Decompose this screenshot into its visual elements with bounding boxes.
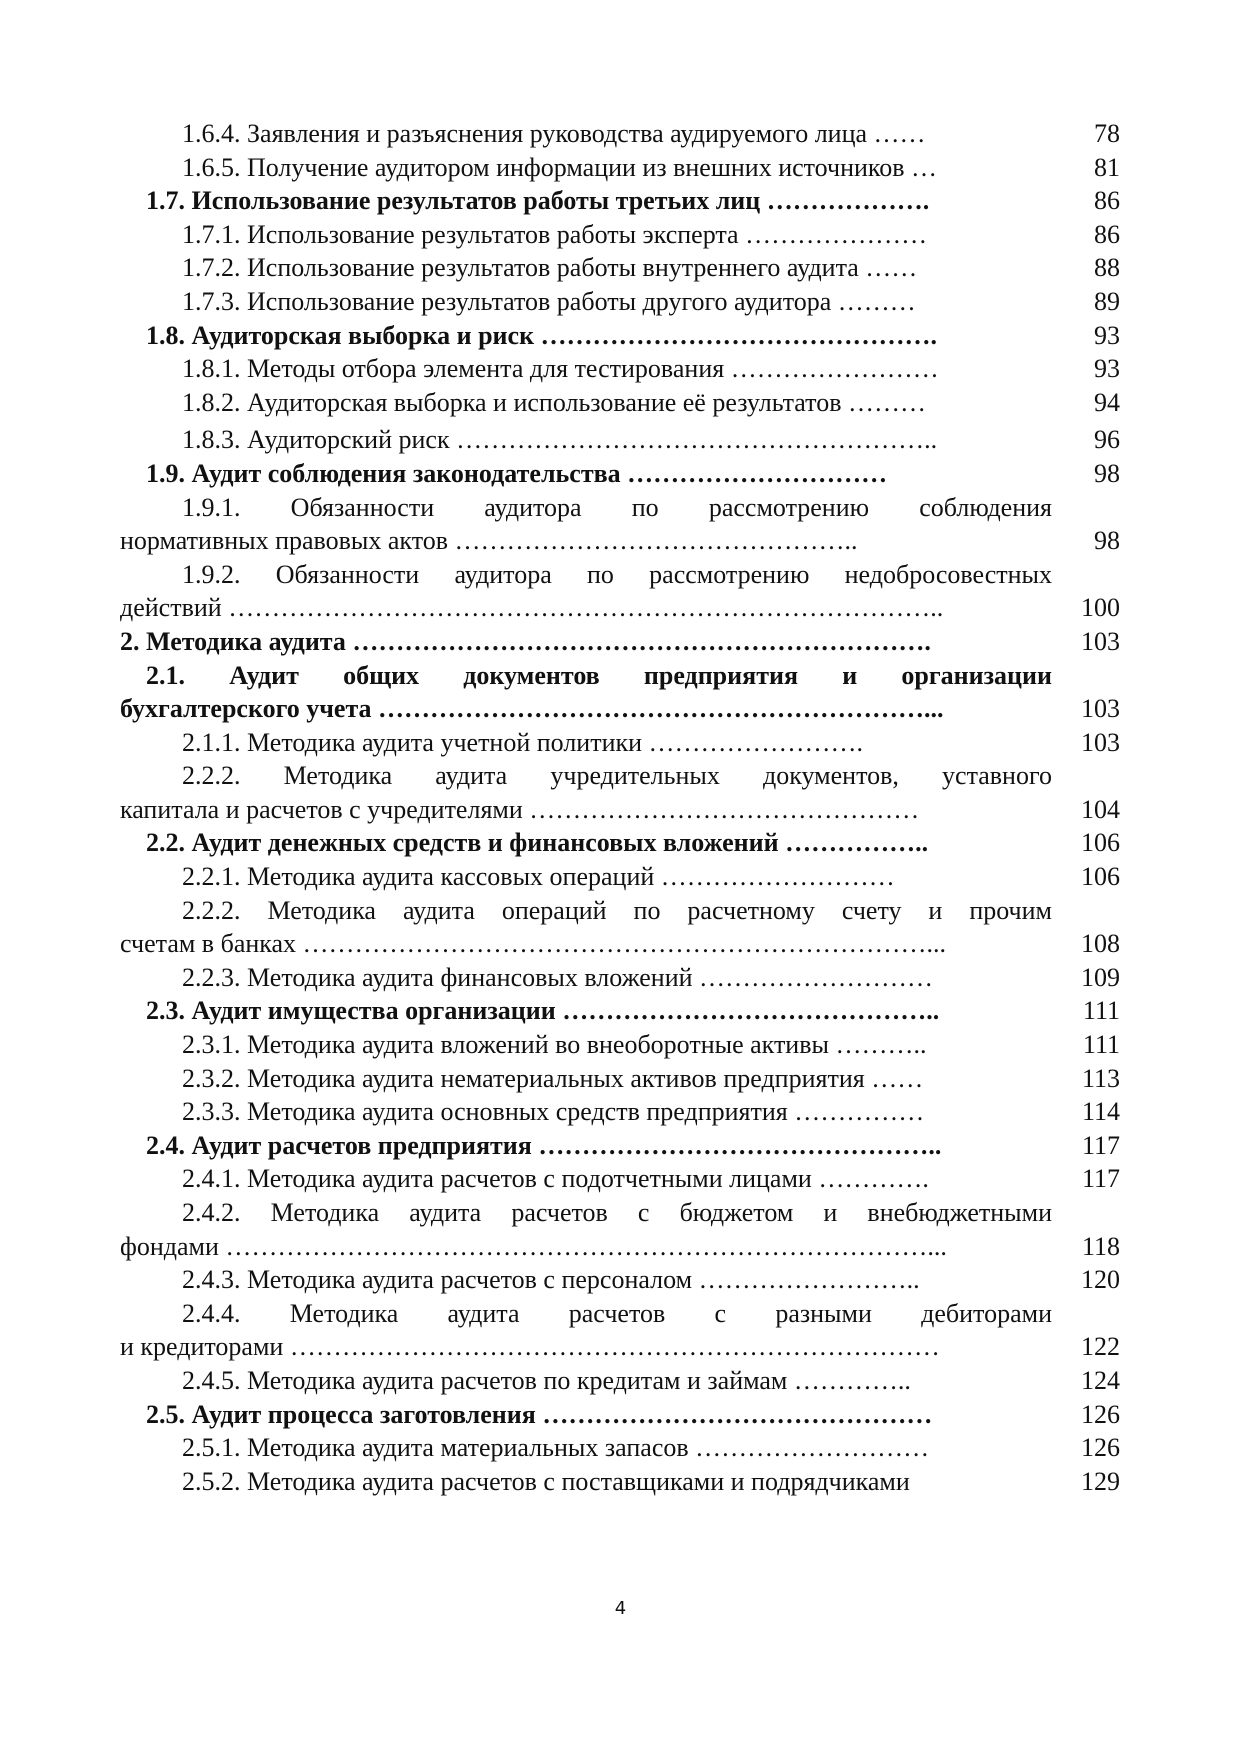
toc-subsection-entry [120,1465,1120,1499]
toc-entry-title: 1.7.1. Использование результатов работы эксперта ………………… [182,219,928,249]
toc-entry-title: 2.2.1. Методика аудита кассовых операций ……………………… [182,862,895,892]
toc-page-number: 114 [1081,1097,1120,1127]
toc-entry-title: 1.8.3. Аудиторский риск ……………………………………………….. [182,425,938,455]
toc-entry-title: 2.2. Аудит денежных средств и финансовых вложений …………….. [146,828,929,858]
toc-entry-title: 2.5. Аудит процесса заготовления ……………………………………… [146,1399,933,1429]
toc-page-number: 98 [1094,458,1120,488]
toc-subsection-entry [120,1297,1120,1364]
toc-entry-title: 2.4.1. Методика аудита расчетов с подотчетными лицами …………. [182,1164,929,1194]
toc-section-entry [120,1398,1120,1432]
toc-subsection-entry [120,961,1120,995]
toc-page-number: 106 [1081,828,1120,858]
toc-subsection-entry [120,726,1120,760]
toc-page-number: 103 [1081,626,1120,656]
toc-subsection-entry [120,1095,1120,1129]
toc-entry-title: 2.1. Аудит общих документов предприятия и организации [146,660,1052,690]
toc-subsection-entry [120,759,1120,826]
toc-page-number: 126 [1081,1399,1120,1429]
toc-entry-title: 2.4.5. Методика аудита расчетов по кредитам и займам ………….. [182,1365,911,1395]
toc-page-number: 118 [1081,1231,1120,1261]
toc-page-number: 81 [1094,152,1120,182]
toc-entry-title: 1.9.2. Обязанности аудитора по рассмотрению недобросовестных [182,559,1052,589]
toc-entry-title: 1.7.3. Использование результатов работы другого аудитора ……… [182,286,916,316]
toc-entry-title: 2.2.3. Методика аудита финансовых вложений ……………………… [182,962,934,992]
toc-entry-title: 2.2.2. Методика аудита учредительных документов, уставного [182,761,1052,791]
toc-page-number: 117 [1081,1164,1120,1194]
toc-subsection-entry [120,117,1120,151]
toc-section-entry [120,184,1120,218]
toc-entry-title-continuation: и кредиторами ………………………………………………………………… [120,1332,940,1362]
toc-page-number: 93 [1094,354,1120,384]
toc-section-entry [120,457,1120,491]
toc-subsection-entry [120,1431,1120,1465]
toc-page-number: 98 [1094,526,1120,556]
toc-section-entry [120,826,1120,860]
toc-subsection-entry [120,491,1120,558]
toc-page-number: 129 [1081,1466,1120,1496]
toc-page-number: 86 [1094,219,1120,249]
toc-entry-title-continuation: фондами ………………………………………………………………………... [120,1231,947,1261]
toc-subsection-entry [120,1062,1120,1096]
toc-entry-title-continuation: действий ……………………………………………………………………….. [120,593,944,623]
toc-entry-title: 2.4. Аудит расчетов предприятия ……………………………………….. [146,1130,942,1160]
toc-subsection-entry [120,1162,1120,1196]
toc-subsection-entry [120,558,1120,625]
toc-entry-title: 2.4.2. Методика аудита расчетов с бюджетом и внебюджетными [182,1198,1052,1227]
toc-page-number: 108 [1081,929,1120,959]
toc-page-number: 96 [1094,425,1120,455]
toc-page-number: 89 [1094,286,1120,316]
toc-page-number: 106 [1081,862,1120,892]
toc-section-entry [120,994,1120,1028]
toc-entry-title: 1.7.2. Использование результатов работы внутреннего аудита …… [182,253,918,283]
toc-entry-title: 2.4.3. Методика аудита расчетов с персоналом …………………….. [182,1265,920,1295]
toc-page-number: 122 [1081,1332,1120,1362]
toc-page-number: 113 [1081,1063,1120,1093]
toc-subsection-entry [120,423,1120,457]
table-of-contents [120,117,1120,1498]
toc-entry-title: 1.6.5. Получение аудитором информации из внешних источников … [182,152,937,182]
toc-subsection-entry [120,894,1120,961]
toc-page-number: 109 [1081,962,1120,992]
toc-entry-title: 2.3.1. Методика аудита вложений во внеоборотные активы ……….. [182,1030,927,1060]
toc-entry-title: 2.5.2. Методика аудита расчетов с поставщиками и подрядчиками [182,1466,910,1496]
toc-page-number: 117 [1081,1130,1120,1160]
toc-page-number: 104 [1081,794,1120,824]
toc-page-number: 126 [1081,1433,1120,1463]
toc-page-number: 111 [1082,1030,1120,1060]
toc-subsection-entry [120,285,1120,319]
toc-entry-title: 1.8.2. Аудиторская выборка и использование её результатов ……… [182,387,926,417]
toc-page-number: 103 [1081,727,1120,757]
toc-entry-title: 2.3.2. Методика аудита нематериальных активов предприятия …… [182,1063,924,1093]
toc-subsection-entry [120,251,1120,285]
toc-entry-title: 2.3.3. Методика аудита основных средств предприятия …………… [182,1097,925,1127]
toc-section-entry [120,319,1120,353]
toc-entry-title: 1.8.1. Методы отбора элемента для тестирования …………………… [182,354,939,384]
toc-entry-title-continuation: бухгалтерского учета ………………………………………………………... [120,694,944,724]
toc-entry-title: 2.3. Аудит имущества организации …………………………………….. [146,996,940,1026]
toc-page-number: 120 [1081,1265,1120,1295]
toc-entry-title: 1.9. Аудит соблюдения законодательства ………………………… [146,458,888,488]
toc-page-number: 124 [1081,1365,1120,1395]
toc-entry-title: 2.1.1. Методика аудита учетной политики ……………………. [182,727,864,757]
toc-page-number: 100 [1081,593,1120,623]
toc-entry-title-continuation: счетам в банках ………………………………………………………………... [120,929,947,959]
toc-subsection-entry [120,151,1120,185]
toc-section-entry [120,625,1120,659]
toc-page-number: 103 [1081,694,1120,724]
toc-entry-title: 1.6.4. Заявления и разъяснения руководства аудируемого лица …… [182,119,926,148]
toc-entry-title: 2.2.2. Методика аудита операций по расчетному счету и прочим [182,895,1052,925]
toc-subsection-entry [120,218,1120,252]
toc-subsection-entry [120,1196,1120,1263]
toc-entry-title-continuation: нормативных правовых актов ……………………………………….. [120,526,858,556]
toc-section-entry [120,1129,1120,1163]
toc-entry-title: 2.5.1. Методика аудита материальных запасов ……………………… [182,1433,930,1463]
toc-page-number: 111 [1082,996,1120,1026]
toc-page-number: 93 [1094,320,1120,350]
toc-entry-title: 1.8. Аудиторская выборка и риск ………………………………………. [146,320,938,350]
toc-section-entry [120,659,1120,726]
toc-entry-title: 1.9.1. Обязанности аудитора по рассмотрению соблюдения [182,492,1052,522]
toc-page-number: 94 [1094,387,1120,417]
toc-entry-title-continuation: капитала и расчетов с учредителями ……………………………………… [120,794,920,824]
toc-subsection-entry [120,352,1120,386]
toc-subsection-entry [120,1263,1120,1297]
page-footer-number: 4 [614,1598,627,1619]
toc-page-number: 88 [1094,253,1120,283]
toc-subsection-entry [120,386,1120,420]
toc-subsection-entry [120,1364,1120,1398]
toc-entry-title: 1.7. Использование результатов работы третьих лиц ………………. [146,186,930,216]
toc-entry-title: 2. Методика аудита …………………………………………………………. [120,626,931,656]
toc-subsection-entry [120,1028,1120,1062]
toc-subsection-entry [120,860,1120,894]
toc-page-number: 78 [1094,119,1120,148]
toc-entry-title: 2.4.4. Методика аудита расчетов с разными дебиторами [182,1298,1052,1328]
toc-page-number: 86 [1094,186,1120,216]
